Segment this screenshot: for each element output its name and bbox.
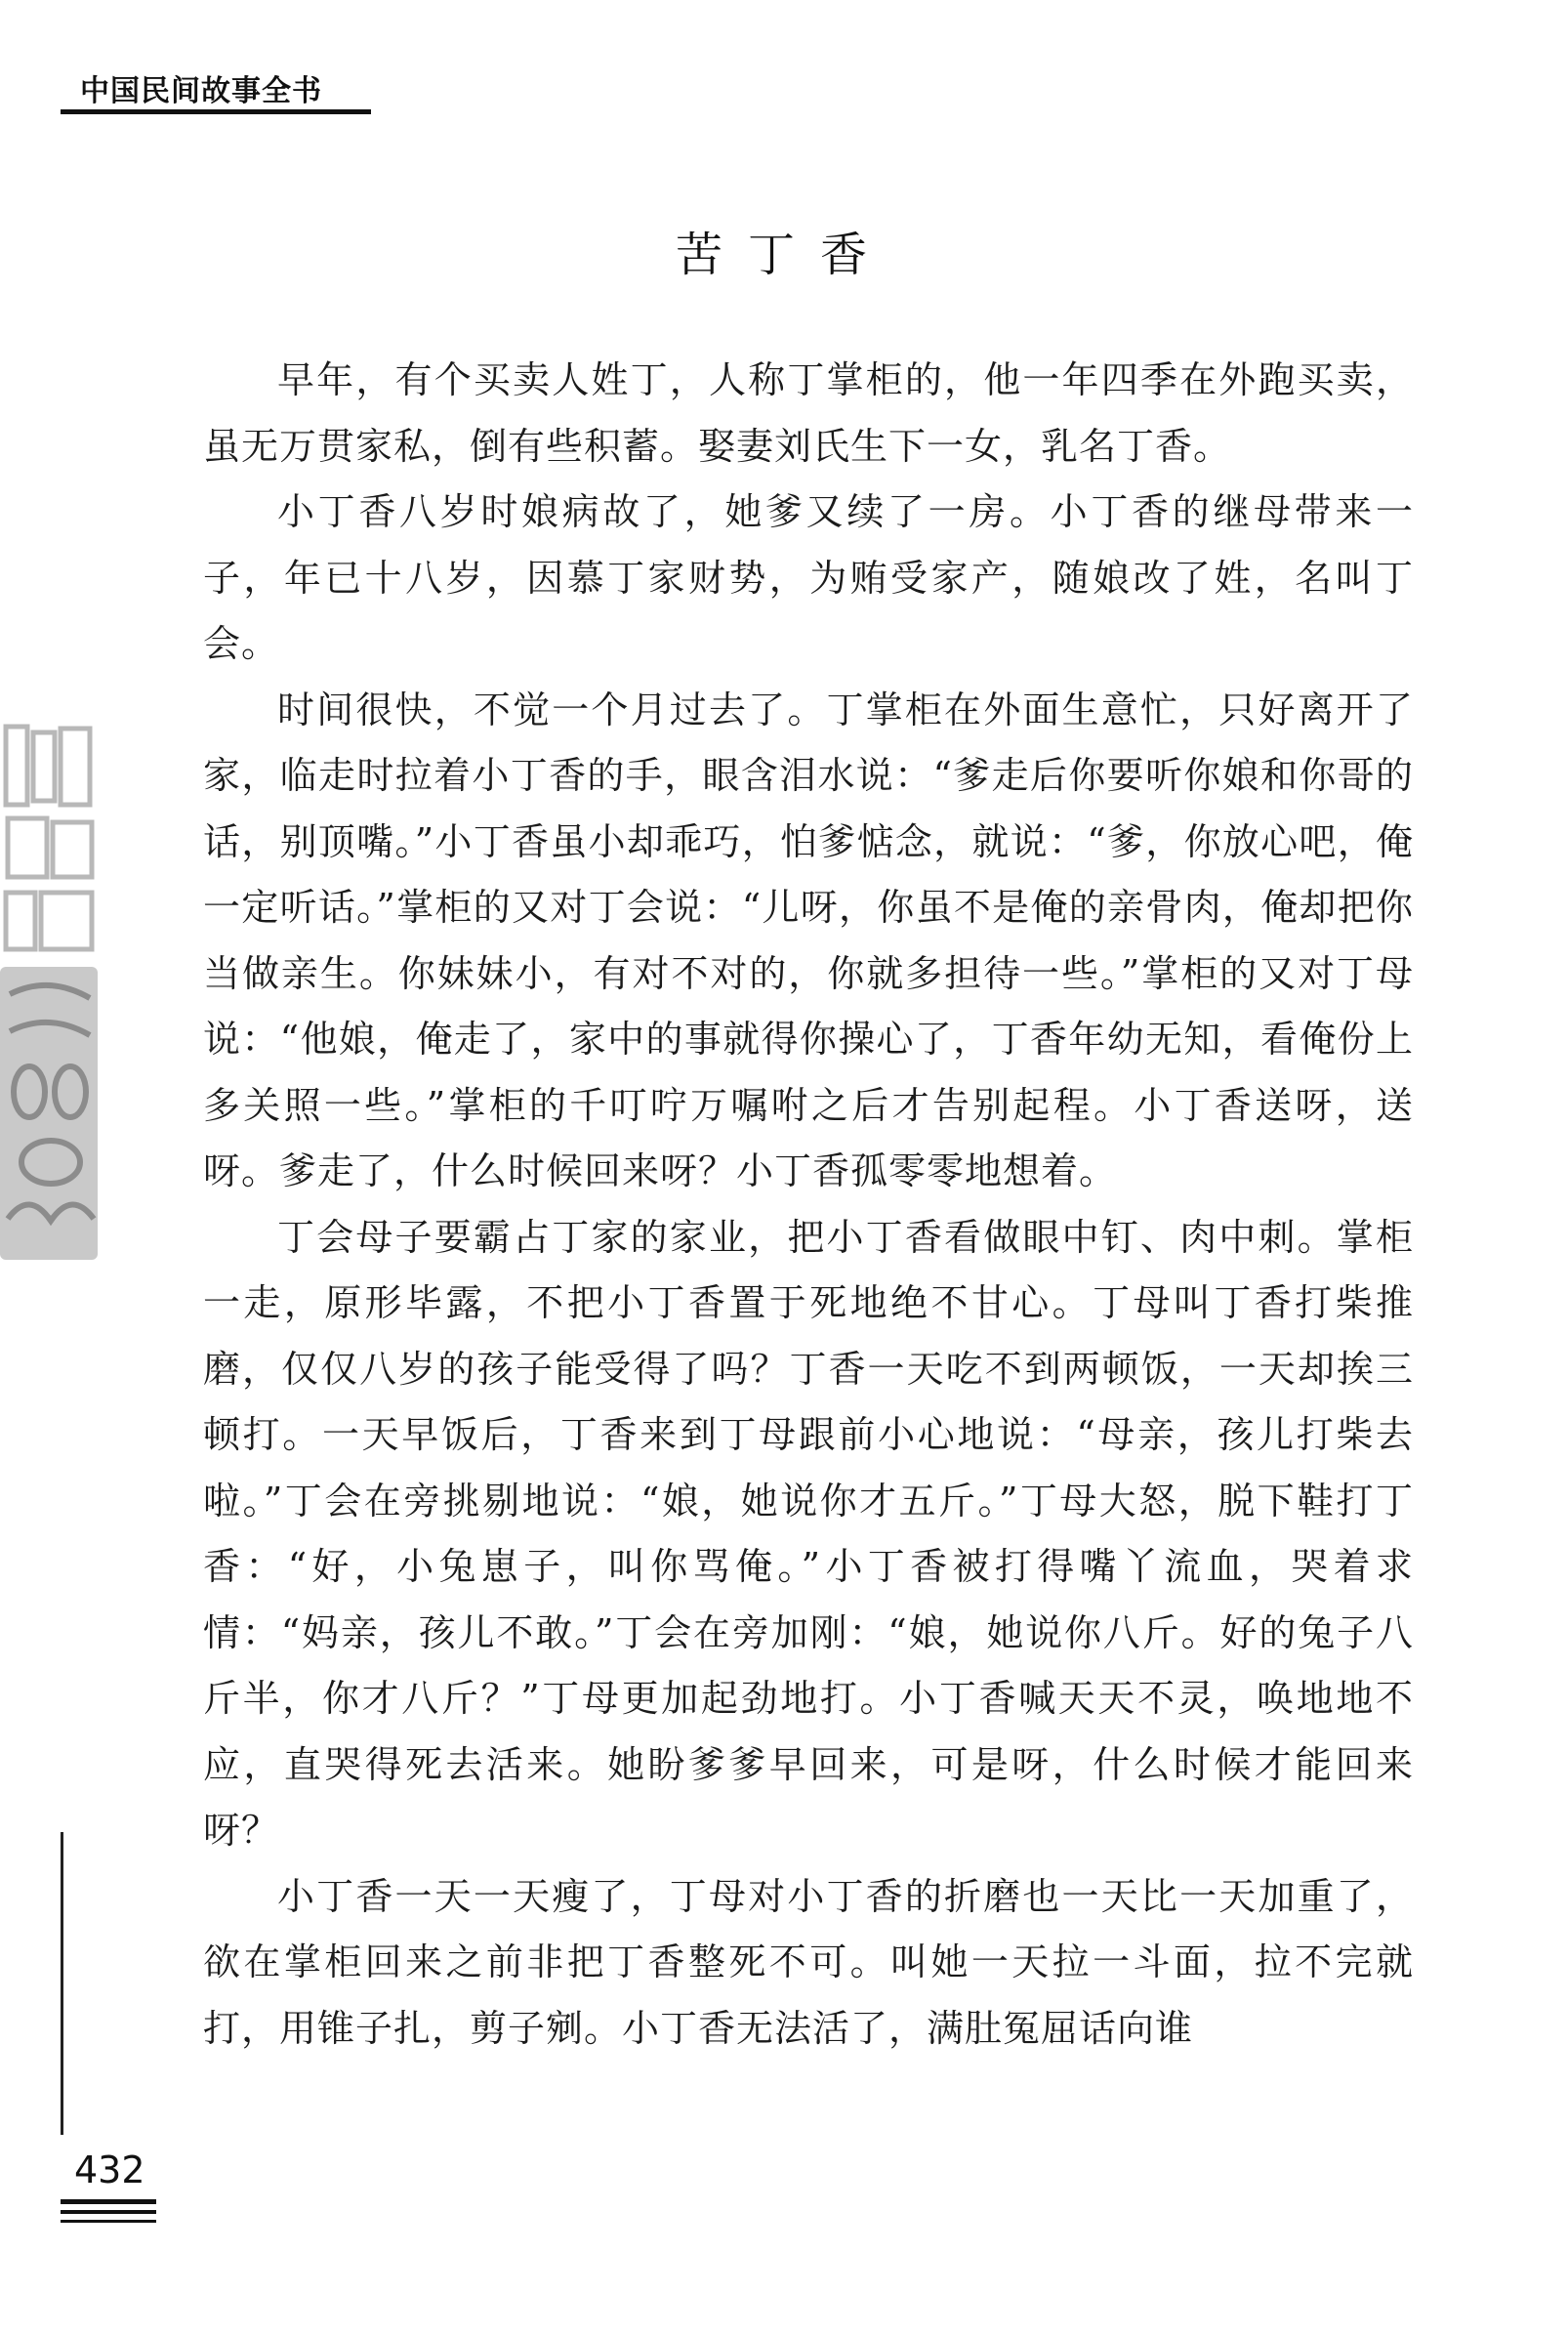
page-number-rules <box>61 2199 156 2229</box>
paragraph-2: 小丁香八岁时娘病故了，她爹又续了一房。小丁香的继母带来一子，年已十八岁，因慕丁家财势，为贿受家产，随娘改了姓，名叫丁会。 <box>203 490 1414 665</box>
page-number: 432 <box>74 2148 145 2191</box>
paragraph-5: 小丁香一天一天瘦了，丁母对小丁香的折磨也一天比一天加重了，欲在掌柜回来之前非把丁香整死不可。叫她一天拉一斗面，拉不完就打，用锥子扎，剪子剜。小丁香无法活了，满肚冤屈话向谁 <box>203 1874 1414 2050</box>
running-head-book-title: 中国民间故事全书 <box>80 74 322 108</box>
paragraph-3: 时间很快，不觉一个月过去了。丁掌柜在外面生意忙，只好离开了家，临走时拉着小丁香的手，眼含泪水说：“爹走后你要听你娘和你哥的话，别顶嘴。”小丁香虽小却乖巧，怕爹惦念，就说：“爹，你放心吧，俺一定听话。”掌柜的又对丁会说：“儿呀，你虽不是俺的亲骨肉，俺却把你当做亲生。你妹妹小，有对不对的，你就多担待一些。”掌柜的又对丁母说：“他娘，俺走了，家中的事就得你操心了，丁香年幼无知，看俺份上多关照一些。”掌柜的千叮咛万嘱咐之后才告别起程。小丁香送呀，送呀。爹走了，什么时候回来呀？小丁香孤零零地想着。 <box>203 688 1414 1192</box>
story-title: 苦丁香 <box>675 228 892 282</box>
paragraph-4: 丁会母子要霸占丁家的家业，把小丁香看做眼中钉、肉中刺。掌柜一走，原形毕露，不把小丁香置于死地绝不甘心。丁母叫丁香打柴推磨，仅仅八岁的孩子能受得了吗？丁香一天吃不到两顿饭，一天却挨三顿打。一天早饭后，丁香来到丁母跟前小心地说：“母亲，孩儿打柴去啦。”丁会在旁挑剔地说：“娘，她说你才五斤。”丁母大怒，脱下鞋打丁香：“好，小兔崽子，叫你骂俺。”小丁香被打得嘴丫流血，哭着求情：“妈亲，孩儿不敢。”丁会在旁加刚：“娘，她说你八斤。好的兔子八斤半，你才八斤？”丁母更加起劲地打。小丁香喊天天不灵，唤地地不应，直哭得死去活来。她盼爹爹早回来，可是呀，什么时候才能回来呀？ <box>203 1215 1414 1852</box>
margin-decoration-graphic <box>0 721 102 1268</box>
paragraph-1: 早年，有个买卖人姓丁，人称丁掌柜的，他一年四季在外跑买卖，虽无万贯家私，倒有些积蓄。娶妻刘氏生下一女，乳名丁香。 <box>203 358 1414 468</box>
story-body <box>203 348 1414 2062</box>
header-rule <box>61 109 371 114</box>
margin-rule <box>61 1832 63 2135</box>
